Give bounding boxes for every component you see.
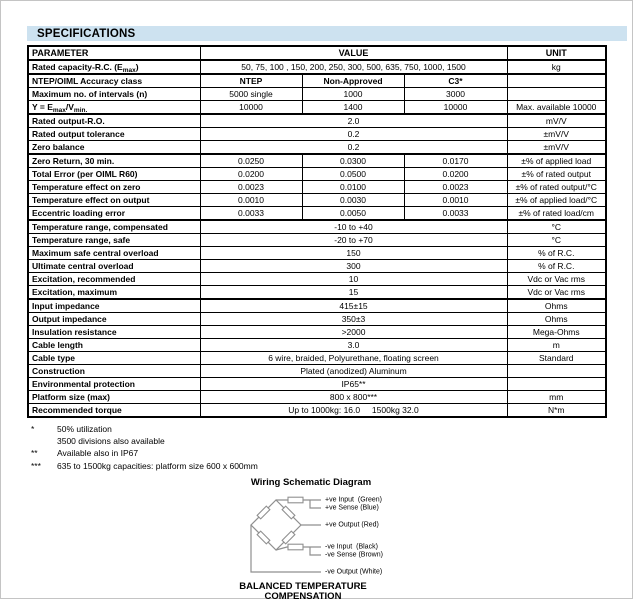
parameter-cell: Temperature range, compensated [28,220,200,234]
footnote-marker: *** [31,460,41,471]
value-cell: 0.0300 [302,154,404,168]
table-row [28,404,606,418]
unit-cell: Mega-Ohms [507,326,606,339]
unit-cell: ±mV/V [507,128,606,141]
value-cell: 0.0010 [404,194,507,207]
parameter-cell: Excitation, maximum [28,286,200,300]
label-pos-input: +ve Input (Green) [325,496,383,504]
unit-cell: ±% of applied load [507,154,606,168]
value-cell: 3.0 [200,339,507,352]
value-cell: 0.0500 [302,168,404,181]
parameter-cell: Construction [28,365,200,378]
unit-cell: ±% of rated load/cm [507,207,606,221]
page-title: SPECIFICATIONS [37,27,136,40]
value-cell: Up to 1000kg: 16.0 1500kg 32.0 [200,404,507,418]
value-cell: 0.0023 [200,181,302,194]
caption-line-2: COMPENSATION [264,591,342,603]
value-cell: 0.0030 [302,194,404,207]
parameter-cell: Rated capacity-R.C. $(E_{max})$ [28,60,200,74]
value-cell: -20 to +70 [200,234,507,247]
table-row [28,60,606,74]
table-row [28,128,606,141]
parameter-cell: Temperature range, safe [28,234,200,247]
value-cell: 0.0200 [200,168,302,181]
parameter-cell: Recommended torque [28,404,200,418]
table-row [28,365,606,378]
parameter-cell: Temperature effect on zero [28,181,200,194]
parameter-cell: Rated output-R.O. [28,114,200,128]
label-neg-output: -ve Output (White) [325,568,383,576]
footnote-text: 635 to 1500kg capacities: platform size 600 x 600mm [57,460,258,471]
unit-cell: % of R.C. [507,260,606,273]
unit-cell: ±% of rated output [507,168,606,181]
value-cell: 0.0050 [302,207,404,221]
value-cell: 15 [200,286,507,300]
value-cell: 6 wire, braided, Polyurethane, floating screen [200,352,507,365]
specifications-table [27,45,607,418]
table-row [28,234,606,247]
label-pos-output: +ve Output (Red) [325,521,379,529]
unit-cell: Ohms [507,299,606,313]
table-row [28,286,606,300]
value-cell: 10000 [404,101,507,115]
value-cell: 0.2 [200,141,507,155]
table-row [28,273,606,286]
table-row [28,181,606,194]
value-cell: 0.0100 [302,181,404,194]
unit-cell [507,88,606,101]
value-cell: 0.0170 [404,154,507,168]
table-row [28,141,606,155]
footnote-text: 3500 divisions also available [57,436,165,447]
resistor-symbols [257,497,303,550]
unit-cell [507,74,606,88]
footnote-marker [31,435,57,447]
wiring-diagram-title: Wiring Schematic Diagram [250,476,372,488]
parameter-cell: Temperature effect on output [28,194,200,207]
unit-cell: kg [507,60,606,74]
unit-cell: Max. available 10000 [507,101,606,115]
footnote-line [31,423,632,435]
resistor-icon [288,497,303,503]
parameter-cell: Rated output tolerance [28,128,200,141]
parameter-cell: Zero Return, 30 min. [28,154,200,168]
table-row [28,88,606,101]
diagram-caption [203,582,403,603]
parameter-cell: Total Error (per OIML R60) [28,168,200,181]
table-row [28,194,606,207]
parameter-cell: Maximum safe central overload [28,247,200,260]
parameter-cell: Zero balance [28,141,200,155]
unit-cell: Standard [507,352,606,365]
footnote-marker: ** [31,448,38,459]
parameter-cell: Platform size (max) [28,391,200,404]
parameter-cell: NTEP/OIML Accuracy class [28,74,200,88]
spec-table-body [28,60,606,417]
wire-labels [325,496,383,575]
value-cell: -10 to +40 [200,220,507,234]
parameter-cell: Excitation, recommended [28,273,200,286]
header-value: VALUE [200,46,507,60]
value-cell: NTEP [200,74,302,88]
unit-cell: °C [507,234,606,247]
value-cell: 1000 [302,88,404,101]
table-row [28,391,606,404]
table-header-row [28,46,606,60]
parameter-cell: Input impedance [28,299,200,313]
unit-cell: N*m [507,404,606,418]
value-cell: 0.2 [200,128,507,141]
resistor-icon [257,531,270,544]
unit-cell: m [507,339,606,352]
wheatstone-bridge-diamond [251,500,301,550]
footnote-line [31,435,632,447]
parameter-cell: Eccentric loading error [28,207,200,221]
table-row [28,101,606,115]
table-row [28,339,606,352]
unit-cell: mm [507,391,606,404]
parameter-cell: Environmental protection [28,378,200,391]
unit-cell: % of R.C. [507,247,606,260]
parameter-cell: $Y = E_{max}/V_{min.}$ [28,101,200,115]
table-row [28,207,606,221]
unit-cell: °C [507,220,606,234]
table-row [28,313,606,326]
value-cell: 800 x 800*** [200,391,507,404]
table-row [28,352,606,365]
wiring-schematic-diagram [211,490,451,582]
value-cell: 5000 single [200,88,302,101]
footnotes [31,423,632,472]
table-row [28,114,606,128]
footnote-line [31,460,632,472]
value-cell: 0.0250 [200,154,302,168]
caption-line-1: BALANCED TEMPERATURE [239,580,367,592]
resistor-icon [257,506,270,519]
table-row [28,220,606,234]
parameter-cell: Ultimate central overload [28,260,200,273]
unit-cell: ±mV/V [507,141,606,155]
value-cell: 0.0033 [404,207,507,221]
value-cell: 50, 75, 100 , 150, 200, 250, 300, 500, 635, 750, 1000, 1500 [200,60,507,74]
parameter-cell: Output impedance [28,313,200,326]
header-parameter: PARAMETER [28,46,200,60]
label-neg-sense: -ve Sense (Brown) [325,551,383,559]
value-cell: 150 [200,247,507,260]
unit-cell: Ohms [507,313,606,326]
value-cell: 350±3 [200,313,507,326]
table-row [28,247,606,260]
unit-cell: Vdc or Vac rms [507,286,606,300]
parameter-cell: Maximum no. of intervals (n) [28,88,200,101]
table-row [28,74,606,88]
value-cell: 0.0023 [404,181,507,194]
value-cell: Non-Approved [302,74,404,88]
value-cell: 10 [200,273,507,286]
table-row [28,378,606,391]
unit-cell: Vdc or Vac rms [507,273,606,286]
label-pos-sense: +ve Sense (Blue) [325,504,379,512]
value-cell: >2000 [200,326,507,339]
value-cell: 2.0 [200,114,507,128]
unit-cell: ±% of applied load/°C [507,194,606,207]
table-row [28,168,606,181]
table-row [28,326,606,339]
value-cell: 3000 [404,88,507,101]
parameter-cell: Insulation resistance [28,326,200,339]
table-row [28,299,606,313]
resistor-icon [288,544,303,550]
unit-cell [507,378,606,391]
value-cell: C3* [404,74,507,88]
unit-cell [507,365,606,378]
parameter-cell: Cable type [28,352,200,365]
unit-cell: mV/V [507,114,606,128]
value-cell: 300 [200,260,507,273]
section-title-band [27,26,627,41]
value-cell: 10000 [200,101,302,115]
value-cell: 415±15 [200,299,507,313]
footnote-marker: * [31,424,35,434]
value-cell: 0.0010 [200,194,302,207]
label-neg-input: -ve Input (Black) [325,543,378,551]
footnote-text: Available also in IP67 [57,448,139,459]
value-cell: 0.0200 [404,168,507,181]
value-cell: 0.0033 [200,207,302,221]
value-cell: 1400 [302,101,404,115]
footnote-line [31,447,632,459]
parameter-cell: Cable length [28,339,200,352]
value-cell: Plated (anodized) Aluminum [200,365,507,378]
table-row [28,260,606,273]
footnote-text: 50% utilization [57,424,112,434]
value-cell: IP65** [200,378,507,391]
unit-cell: ±% of rated output/°C [507,181,606,194]
resistor-icon [282,531,295,544]
resistor-icon [282,506,295,519]
header-unit: UNIT [507,46,606,60]
table-row [28,154,606,168]
